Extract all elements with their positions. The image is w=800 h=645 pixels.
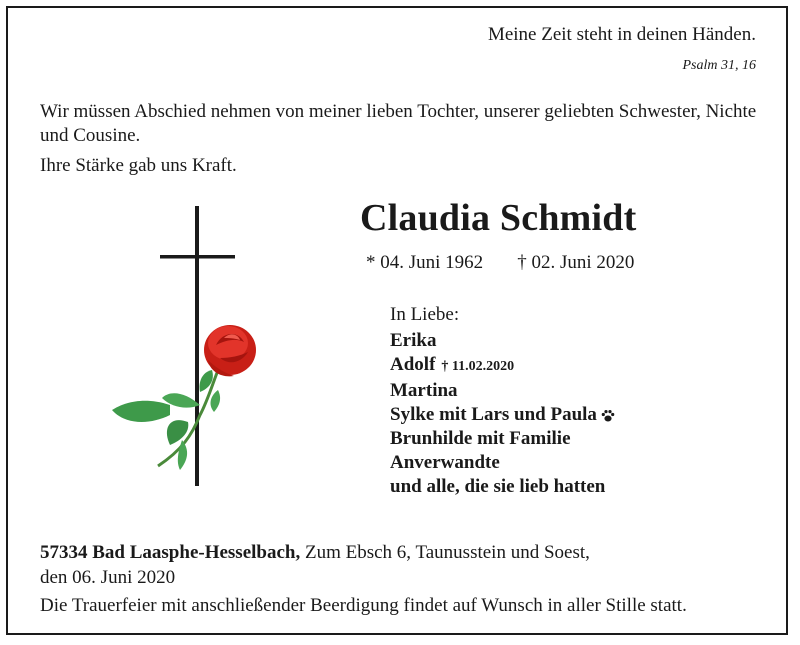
address-city: 57334 Bad Laasphe-Hesselbach, [40,542,301,563]
family-member [390,403,615,427]
address-street: Zum Ebsch 6, Taunusstein und Soest, [300,542,590,563]
birth-date: * 04. Juni 1962 [366,252,484,273]
intro-text: Wir müssen Abschied nehmen von meiner lieben Tochter, unserer geliebten Schwester, Nichte und Cousine. [40,101,757,146]
family-member: Erika [390,330,437,351]
life-dates [366,252,634,274]
date-line: den 06. Juni 2020 [40,567,176,588]
family-member-name: Sylke mit Lars und Paula [390,404,597,425]
in-liebe-label: In Liebe: [390,304,460,325]
motto: Meine Zeit steht in deinen Händen. [487,24,756,45]
strength-text: Ihre Stärke gab uns Kraft. [40,155,237,176]
family-member: und alle, die sie lieb hatten [390,476,606,497]
paw-icon [601,409,615,423]
family-member: Brunhilde mit Familie [390,428,571,449]
cross-and-rose-illustration [100,200,260,490]
deceased-name: Claudia Schmidt [360,197,637,239]
psalm-reference: Psalm 31, 16 [682,58,756,73]
family-member [390,353,615,379]
death-date: † 02. Juni 2020 [517,252,635,273]
family-member-death-date: † 11.02.2020 [441,359,515,374]
family-list [390,329,615,499]
rose-icon [112,325,256,470]
family-member-name: Adolf [390,354,436,375]
address-line [40,542,590,564]
family-member: Martina [390,380,458,401]
family-member: Anverwandte [390,452,500,473]
service-note: Die Trauerfeier mit anschließender Beerdigung findet auf Wunsch in aller Stille statt. [40,595,687,616]
